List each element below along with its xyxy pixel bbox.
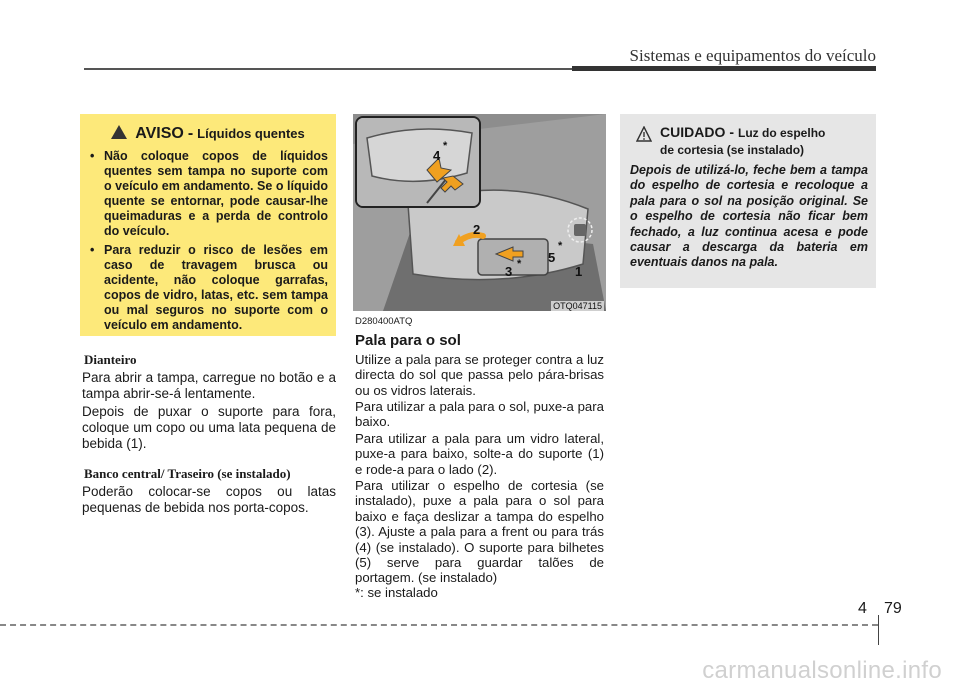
watermark: carmanualsonline.info <box>702 657 942 684</box>
warning-item: • Não coloque copos de líquidos quentes sem tampa no suporte com o veículo em andamento. Se o líquido quente se entornar, pode causar-lhe queimaduras e a perda de controlo do veículo. <box>88 149 328 239</box>
callout-3-asterisk: * <box>517 258 522 270</box>
warning-dash: - <box>187 125 194 142</box>
caution-triangle-icon <box>636 126 652 142</box>
middle-paragraph-2: Para utilizar a pala para o sol, puxe-a para baixo. <box>355 399 604 430</box>
front-paragraph-1: Para abrir a tampa, carregue no botão e a tampa abrir-se-á lentamente. <box>82 370 336 401</box>
callout-4: 4 <box>433 148 441 163</box>
caution-heading <box>630 124 868 142</box>
chapter-number: 4 <box>858 600 867 617</box>
footer-divider <box>878 615 879 645</box>
footnote: *: se instalado <box>355 585 438 600</box>
warning-box <box>80 114 336 336</box>
warning-list <box>88 149 328 333</box>
header-rule-accent <box>572 66 876 71</box>
page-number: 79 <box>884 600 902 617</box>
middle-paragraph-4: Para utilizar o espelho de cortesia (se instalado), puxe a pala para o sol para baixo e faça deslizar a tampa do espelho (3). Ajuste a pala para a frent ou para trás (4) (se instalado). O suporte para bilhetes (5) serve para guardar talões de portagem. (se instalado) <box>355 478 604 586</box>
callout-3: 3 <box>505 264 513 279</box>
section-title: Sistemas e equipamentos do veículo <box>629 46 876 65</box>
caution-dash: - <box>729 124 735 140</box>
footer-rule <box>0 624 878 626</box>
warning-triangle-icon <box>111 125 127 139</box>
front-heading: Dianteiro <box>84 352 137 367</box>
warning-item: • Para reduzir o risco de lesões em caso de travagem brusca ou acidente, não coloque garrafas, copos de vidro, latas, etc. sem tampa ou mal seguros no suporte com o veículo em andamento. <box>88 243 328 333</box>
rear-paragraph: Poderão colocar-se copos ou latas pequenas de bebida nos porta-copos. <box>82 484 336 515</box>
illustration-code: OTQ047115 <box>553 301 602 311</box>
visor-inset-view <box>355 116 481 208</box>
callout-5: 5 <box>548 250 556 265</box>
sun-visor-illustration <box>353 114 606 311</box>
front-paragraph-2: Depois de puxar o suporte para fora, coloque um copo ou uma lata pequena de bebida (1). <box>82 404 336 451</box>
rear-heading: Banco central/ Traseiro (se instalado) <box>84 466 291 481</box>
callout-5-asterisk: * <box>558 240 563 252</box>
caution-subtitle-2: de cortesia (se instalado) <box>660 143 805 157</box>
caution-box <box>620 114 876 288</box>
middle-paragraph-3: Para utilizar a pala para um vidro lateral, puxe-a para baixo, solte-a do suporte (1) e rode-a para o lado (2). <box>355 431 604 477</box>
callout-2: 2 <box>473 222 481 237</box>
warning-subtitle: Líquidos quentes <box>197 126 305 141</box>
reference-code: D280400ATQ <box>355 316 413 327</box>
caution-subtitle: Luz do espelho <box>738 126 826 140</box>
callout-1: 1 <box>575 264 583 279</box>
warning-heading <box>88 124 328 143</box>
section-heading: Pala para o sol <box>355 332 461 349</box>
caution-body: Depois de utilizá-lo, feche bem a tampa do espelho de cortesia e recoloque a pala para o sol na posição original. Se o espelho de cortesia não ficar bem fechado, a luz continua acesa e pode causar a descarga da bateria em eventuais danos na pala. <box>630 163 868 270</box>
caution-label: CUIDADO <box>660 124 726 140</box>
warning-label: AVISO <box>135 125 184 142</box>
callout-4-asterisk: * <box>443 140 448 152</box>
middle-paragraph-1: Utilize a pala para se proteger contra a luz directa do sol que passa pelo pára-brisas ou os vidros laterais. <box>355 352 604 398</box>
